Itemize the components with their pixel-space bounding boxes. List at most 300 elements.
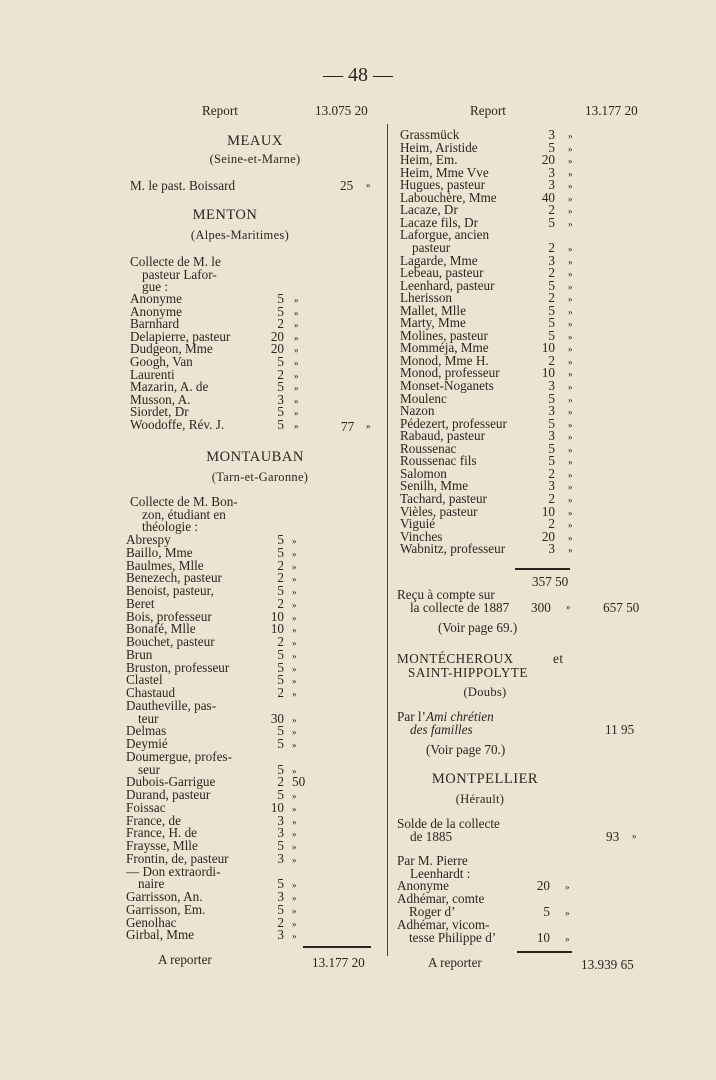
- montauban-cents: »: [292, 548, 297, 559]
- right-subtotal: 357 50: [532, 574, 569, 589]
- menton-amount: 5: [277, 417, 284, 432]
- montecheroux-et: et: [553, 651, 564, 666]
- montauban-name: France, de: [126, 812, 181, 828]
- right-amount: 5: [548, 139, 555, 155]
- montpellier-row: [397, 892, 585, 905]
- right-name: Rabaud, pasteur: [400, 428, 485, 444]
- left-carry-label: A reporter: [158, 952, 212, 967]
- right-amount: 40: [541, 189, 555, 205]
- right-name: Moulenc: [400, 390, 447, 406]
- montpellier-row: [397, 918, 585, 931]
- montpellier-row: [397, 905, 585, 918]
- meaux-title: MEAUX: [227, 133, 283, 149]
- right-name: Lacaze fils, Dr: [400, 214, 478, 230]
- montpellier-name: Anonyme: [397, 878, 450, 893]
- right-name: Lagarde, Mme: [400, 252, 478, 268]
- right-name: Roussenac fils: [400, 453, 477, 469]
- menton-cents: »: [294, 408, 299, 419]
- right-name: Nazon: [400, 403, 435, 419]
- montauban-amount: 2: [277, 595, 284, 611]
- montauban-cents: »: [292, 931, 297, 942]
- menton-name: Mazarin, A. de: [130, 379, 209, 395]
- right-name: Salomon: [400, 465, 447, 481]
- menton-row: [130, 418, 314, 431]
- right-amount: 3: [548, 164, 555, 180]
- montauban-name: Frontin, de, pasteur: [126, 850, 229, 866]
- montauban-cents: »: [292, 536, 297, 546]
- left-carry-rule: [303, 946, 371, 948]
- montpellier-name: Roger d’: [409, 903, 456, 919]
- right-amount: 20: [541, 528, 555, 544]
- montauban-cents: »: [292, 842, 297, 852]
- montpellier-solde1: Solde de la collecte: [397, 816, 500, 831]
- right-amount: 5: [548, 315, 555, 331]
- montauban-cents: »: [292, 816, 297, 827]
- montauban-name: Genolhac: [126, 914, 177, 930]
- right-cents: »: [568, 545, 573, 556]
- right-amount: 5: [548, 302, 555, 318]
- montauban-cents: »: [292, 905, 297, 916]
- right-cents: »: [568, 419, 573, 430]
- montauban-cents: »: [292, 676, 297, 687]
- right-cents: »: [568, 319, 573, 330]
- menton-dept: (Alpes-Maritimes): [190, 228, 290, 242]
- right-name: Viguié: [400, 516, 436, 532]
- right-cents: »: [568, 520, 573, 531]
- right-cents: »: [568, 269, 573, 280]
- right-name: Grassmück: [400, 127, 460, 142]
- menton-amount: 5: [277, 291, 284, 306]
- montauban-intro-line: théologie :: [142, 519, 199, 535]
- right-name: Pédezert, professeur: [400, 415, 507, 431]
- montauban-cents: »: [292, 612, 297, 623]
- right-amount: 5: [548, 214, 555, 230]
- right-cents: »: [568, 432, 573, 443]
- montauban-name: Girbal, Mme: [126, 927, 195, 943]
- montauban-row: [126, 635, 312, 648]
- montauban-name: Bruston, professeur: [126, 659, 230, 675]
- menton-amount: 3: [277, 391, 284, 407]
- montecheroux-total: 11 95: [605, 722, 635, 737]
- menton-amount: 2: [277, 316, 284, 332]
- right-amount: 3: [548, 177, 555, 193]
- right-amount: 3: [548, 252, 555, 268]
- right-cents: »: [568, 382, 573, 392]
- montauban-name: Clastel: [126, 672, 163, 688]
- voir-page-69: (Voir page 69.): [438, 620, 518, 635]
- montauban-amount: 2: [277, 634, 284, 649]
- montauban-amount: 5: [277, 876, 284, 892]
- menton-cents: »: [294, 383, 299, 394]
- montauban-row: [126, 546, 312, 559]
- montauban-name: teur: [138, 710, 159, 726]
- meaux-cents: »: [366, 180, 371, 190]
- montauban-name: Baillo, Mme: [126, 544, 193, 560]
- montauban-cents: »: [292, 918, 297, 929]
- meaux-amount: 25: [340, 178, 354, 193]
- montauban-name: Brun: [126, 646, 153, 662]
- right-name: Vièles, pasteur: [400, 503, 478, 519]
- montecheroux-dept: (Doubs): [463, 685, 507, 699]
- montauban-row: [126, 928, 312, 941]
- right-row: [400, 492, 588, 505]
- meaux-entry: M. le past. Boissard: [130, 178, 236, 193]
- montauban-row: [126, 699, 312, 712]
- right-cents: »: [568, 457, 573, 468]
- montauban-amount: 3: [277, 812, 284, 828]
- montauban-amount: 3: [277, 889, 284, 904]
- left-carry-total: 13.177 20: [312, 955, 365, 970]
- montauban-cents: »: [292, 638, 297, 648]
- montauban-amount: 5: [277, 787, 284, 802]
- montecheroux-title: MONTÉCHEROUX: [397, 651, 514, 666]
- montauban-cents: »: [292, 854, 297, 865]
- right-amount: 5: [548, 453, 555, 469]
- par-italic: Ami chrétien: [425, 709, 494, 724]
- montauban-row: [126, 597, 312, 610]
- menton-cents: »: [294, 395, 299, 406]
- montauban-cents: »: [292, 561, 297, 572]
- montauban-name: Delmas: [126, 723, 167, 739]
- column-divider: [387, 124, 388, 956]
- right-cents: »: [568, 469, 573, 480]
- montauban-cents: »: [292, 663, 297, 674]
- right-cents: »: [568, 131, 573, 141]
- menton-amount: 20: [270, 328, 284, 344]
- right-name: Heim, Mme Vve: [400, 164, 489, 180]
- right-cents: »: [568, 407, 573, 418]
- montauban-amount: 5: [277, 532, 284, 547]
- montauban-amount: 2: [277, 685, 284, 700]
- right-name: Labouchère, Mme: [400, 189, 497, 205]
- montpellier-amount: 10: [536, 929, 550, 945]
- right-row: [400, 542, 588, 555]
- montpellier-dept: (Hérault): [455, 792, 505, 806]
- montauban-amount: 10: [270, 621, 284, 637]
- montauban-cents: »: [292, 803, 297, 814]
- montpellier-cents: »: [565, 933, 570, 944]
- recu-line1: Reçu à compte sur: [397, 587, 495, 602]
- right-name: Monod, Mme H.: [400, 352, 489, 368]
- montauban-name: Garrisson, An.: [126, 889, 203, 904]
- right-amount: 3: [548, 428, 555, 444]
- montauban-amount: 5: [277, 659, 284, 675]
- menton-cents: »: [294, 421, 299, 431]
- right-cents: »: [568, 281, 573, 292]
- right-name: Roussenac: [400, 440, 457, 456]
- right-name: Leenhard, pasteur: [400, 277, 495, 293]
- right-cents: »: [568, 143, 573, 154]
- left-report-label: Report: [202, 103, 238, 118]
- right-amount: 2: [548, 265, 555, 281]
- right-amount: 2: [548, 490, 555, 506]
- montauban-amount: 5: [277, 646, 284, 662]
- montauban-name: Benezech, pasteur: [126, 570, 222, 586]
- right-name: Molines, pasteur: [400, 327, 488, 343]
- montauban-name: naire: [138, 876, 165, 892]
- montauban-cents: »: [292, 714, 297, 725]
- montauban-name: Durand, pasteur: [126, 787, 211, 802]
- menton-cents: »: [294, 320, 299, 331]
- montauban-amount: 3: [277, 927, 284, 943]
- right-cents: »: [568, 156, 573, 167]
- montauban-amount: 5: [277, 736, 284, 751]
- montauban-cents: »: [292, 791, 297, 801]
- right-cents: »: [568, 331, 573, 342]
- montauban-dept: (Tarn-et-Garonne): [211, 470, 309, 484]
- right-name: Heim, Aristide: [400, 139, 478, 155]
- recu-line2: la collecte de 1887: [410, 600, 510, 615]
- menton-name: Musson, A.: [130, 391, 191, 407]
- menton-amount: 20: [270, 341, 284, 357]
- right-cents: »: [568, 243, 573, 254]
- montauban-row: [126, 801, 312, 814]
- par-text: Par l’: [397, 709, 426, 724]
- montauban-row: [126, 750, 312, 763]
- right-name: Tachard, pasteur: [400, 490, 487, 506]
- recu-amount: 300: [531, 600, 551, 615]
- right-cents: »: [568, 206, 573, 217]
- montauban-cents: »: [292, 893, 297, 903]
- montauban-name: Doumergue, profes-: [126, 748, 232, 764]
- menton-name: Googh, Van: [130, 354, 193, 369]
- right-amount: 2: [548, 465, 555, 481]
- montpellier-par1: Par M. Pierre: [397, 853, 468, 868]
- saint-hippolyte-title: SAINT-HIPPOLYTE: [408, 665, 528, 680]
- left-report-total: 13.075 20: [315, 103, 368, 118]
- right-cents: »: [568, 532, 573, 543]
- right-name: Heim, Em.: [400, 152, 458, 168]
- right-amount: 5: [548, 440, 555, 456]
- menton-name: Delapierre, pasteur: [130, 328, 231, 344]
- montauban-cents: »: [292, 599, 297, 610]
- montecheroux-line2: des familles: [410, 722, 473, 737]
- right-amount: 5: [548, 277, 555, 293]
- montauban-intro-line: Collecte de M. Bon-: [130, 494, 238, 509]
- right-amount: 2: [548, 290, 555, 306]
- right-cents: »: [568, 394, 573, 405]
- right-amount: 3: [548, 541, 555, 557]
- montauban-name: Bouchet, pasteur: [126, 634, 215, 649]
- montauban-name: Baulmes, Mlle: [126, 557, 204, 573]
- menton-amount: 2: [277, 366, 284, 382]
- right-name: Monset-Noganets: [400, 378, 494, 393]
- montauban-amount: 5: [277, 723, 284, 739]
- recu-total: 657 50: [603, 600, 640, 615]
- right-report-label: Report: [470, 103, 506, 118]
- montauban-cents: »: [292, 587, 297, 597]
- menton-amount: 5: [277, 379, 284, 395]
- right-name: Momméja, Mme: [400, 340, 489, 356]
- montauban-name: Benoist, pasteur,: [126, 583, 214, 598]
- menton-title: MENTON: [192, 207, 258, 223]
- montauban-amount: 2: [277, 914, 284, 930]
- right-cents: »: [568, 356, 573, 367]
- montauban-amount: 5: [277, 544, 284, 560]
- page-number: — 48 —: [323, 64, 393, 86]
- right-carry-rule: [517, 951, 572, 953]
- montpellier-amount: 20: [536, 878, 550, 893]
- menton-name: Anonyme: [130, 303, 183, 319]
- montauban-name: Foissac: [126, 799, 166, 815]
- right-name: Monod, professeur: [400, 365, 500, 381]
- right-amount: 5: [548, 415, 555, 431]
- montauban-cents: »: [292, 727, 297, 738]
- montauban-amount: 3: [277, 825, 284, 841]
- right-amount: 2: [548, 239, 555, 255]
- right-name: Lebeau, pasteur: [400, 265, 484, 281]
- right-cents: »: [568, 294, 573, 305]
- montauban-name: Beret: [126, 595, 155, 611]
- montauban-row: [126, 903, 312, 916]
- right-cents: »: [568, 181, 573, 192]
- right-subtotal-rule: [515, 568, 570, 570]
- montauban-amount: 10: [270, 799, 284, 815]
- right-name: Laforgue, ancien: [400, 227, 490, 243]
- montauban-amount: 30: [270, 710, 284, 726]
- montauban-name: Dubois-Garrigue: [126, 774, 216, 790]
- right-amount: 3: [548, 127, 555, 142]
- montpellier-solde2: de 1885: [410, 829, 453, 844]
- menton-amount: 5: [277, 354, 284, 369]
- right-amount: 2: [548, 352, 555, 368]
- menton-cents: »: [294, 370, 299, 381]
- right-name: Wabnitz, professeur: [400, 541, 506, 557]
- voir-page-70: (Voir page 70.): [426, 742, 506, 757]
- montauban-name: seur: [138, 761, 160, 777]
- montauban-amount: 5: [277, 672, 284, 688]
- right-name: Lherisson: [400, 290, 453, 306]
- montauban-row: [126, 648, 312, 661]
- right-name: Lacaze, Dr: [400, 202, 458, 218]
- montauban-name: Bois, professeur: [126, 608, 212, 624]
- right-amount: 2: [548, 202, 555, 218]
- right-cents: »: [568, 494, 573, 505]
- right-cents: »: [568, 344, 573, 355]
- montpellier-cents: »: [565, 882, 570, 892]
- recu-cents: »: [566, 602, 571, 612]
- montauban-cents: »: [292, 765, 297, 776]
- montpellier-title: MONTPELLIER: [431, 771, 539, 787]
- montpellier-name: tesse Philippe d’: [409, 929, 497, 945]
- menton-intro-line: Collecte de M. le: [130, 254, 221, 269]
- menton-intro-line: gue :: [142, 279, 169, 295]
- montauban-name: Deymié: [126, 736, 168, 751]
- menton-name: Woodoffe, Rév. J.: [130, 417, 225, 432]
- montpellier-cents: »: [565, 907, 570, 918]
- right-cents: »: [568, 193, 573, 204]
- menton-total: 77: [341, 419, 355, 434]
- right-row: [400, 241, 588, 254]
- montauban-amount: 5: [277, 761, 284, 777]
- montauban-row: [126, 852, 312, 865]
- montauban-cents: »: [292, 689, 297, 699]
- right-amount: 5: [548, 327, 555, 343]
- montpellier-amount: 5: [543, 903, 550, 919]
- montauban-amount: 2: [277, 557, 284, 573]
- right-name: Hugues, pasteur: [400, 177, 485, 193]
- montauban-amount: 2: [277, 570, 284, 586]
- right-amount: 3: [548, 478, 555, 494]
- montauban-name: Fraysse, Mlle: [126, 838, 198, 853]
- menton-name: Anonyme: [130, 291, 183, 306]
- montauban-amount: 5: [277, 583, 284, 598]
- montauban-cents: »: [292, 880, 297, 891]
- menton-cents: »: [294, 332, 299, 343]
- montauban-cents: »: [292, 625, 297, 636]
- right-cents: »: [568, 507, 573, 518]
- right-amount: 10: [541, 365, 555, 381]
- right-carry-label: A reporter: [428, 955, 482, 970]
- menton-name: Barnhard: [130, 316, 180, 332]
- right-name: Mallet, Mlle: [400, 302, 466, 318]
- montauban-name: Chastaud: [126, 685, 176, 700]
- menton-name: Dudgeon, Mme: [130, 341, 213, 357]
- montauban-amount: 2: [277, 774, 284, 790]
- right-name: Senilh, Mme: [400, 478, 469, 494]
- montpellier-row: [397, 931, 585, 944]
- right-amount: 10: [541, 503, 555, 519]
- montauban-name: Garrisson, Em.: [126, 901, 206, 917]
- montauban-name: Bonafé, Mlle: [126, 621, 196, 637]
- menton-cents: »: [294, 295, 299, 305]
- menton-intro-line: pasteur Lafor-: [142, 266, 217, 282]
- montauban-name: France, H. de: [126, 825, 198, 841]
- right-amount: 2: [548, 516, 555, 532]
- montauban-cents: »: [292, 650, 297, 661]
- right-amount: 10: [541, 340, 555, 356]
- menton-cents: »: [294, 358, 299, 368]
- right-cents: »: [568, 218, 573, 229]
- montpellier-name: Adhémar, comte: [397, 890, 485, 906]
- meaux-dept: (Seine-et-Marne): [209, 152, 301, 166]
- right-name: Vinches: [400, 528, 443, 544]
- right-report-total: 13.177 20: [585, 103, 638, 118]
- right-amount: 5: [548, 390, 555, 406]
- right-carry-total: 13.939 65: [581, 957, 634, 972]
- menton-cents: »: [294, 345, 299, 356]
- menton-name: Siordet, Dr: [130, 404, 189, 420]
- right-amount: 20: [541, 152, 555, 168]
- right-cents: »: [568, 369, 573, 380]
- montpellier-solde-cents: »: [632, 831, 637, 841]
- right-cents: »: [568, 482, 573, 493]
- montauban-name: Dautheville, pas-: [126, 697, 217, 713]
- right-cents: »: [568, 256, 573, 267]
- montauban-title: MONTAUBAN: [206, 449, 304, 465]
- montauban-amount: 10: [270, 608, 284, 624]
- right-cents: »: [568, 168, 573, 179]
- menton-amount: 5: [277, 404, 284, 420]
- montauban-amount: 5: [277, 838, 284, 853]
- montauban-amount: 5: [277, 901, 284, 917]
- right-cents: »: [568, 444, 573, 455]
- montpellier-solde-total: 93: [606, 829, 620, 844]
- right-cents: »: [568, 306, 573, 317]
- right-name: pasteur: [412, 239, 451, 255]
- menton-amount: 5: [277, 303, 284, 319]
- montauban-name: — Don extraordi-: [126, 863, 221, 879]
- montauban-cents: »: [292, 829, 297, 840]
- montauban-intro-line: zon, étudiant en: [142, 506, 226, 522]
- montauban-cents: 50: [292, 774, 306, 790]
- menton-cents: »: [294, 307, 299, 318]
- menton-total-cents: »: [366, 421, 371, 431]
- montauban-name: Abrespy: [126, 532, 171, 547]
- right-name: Marty, Mme: [400, 315, 466, 331]
- right-amount: 3: [548, 403, 555, 419]
- menton-name: Laurenti: [130, 366, 175, 382]
